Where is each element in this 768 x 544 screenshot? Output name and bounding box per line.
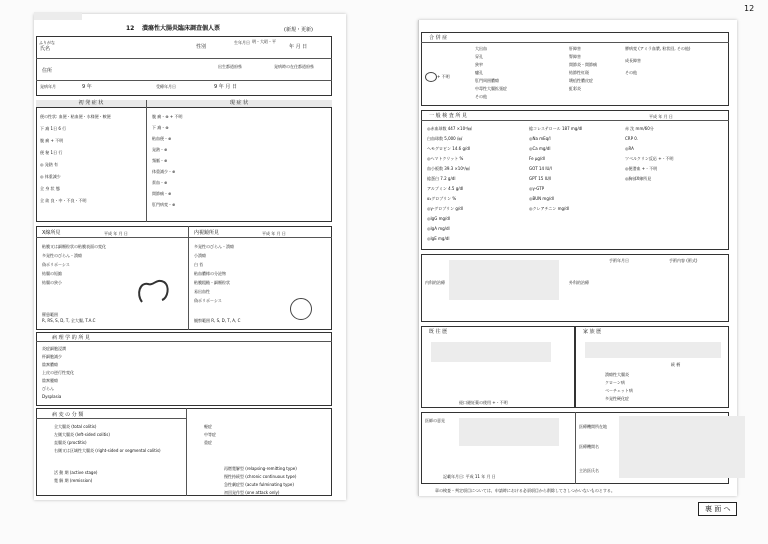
lesion-item: 左側大腸炎 (left-sided colitis) [54, 432, 110, 437]
redacted-header [34, 12, 82, 20]
history-header: 既 往 歴 [429, 329, 448, 335]
family-item: ベーチェット病 [605, 388, 633, 393]
current-symptom-item: 体重減少 - ⊕ [152, 169, 176, 174]
history-box [421, 326, 575, 408]
extra-right-item: 成長障害 [625, 58, 641, 63]
first-symptom-item: 全 欲 良・中・不良・不明 [40, 198, 87, 203]
lab-item: 総蛋白 7.2 g/dl [427, 176, 456, 181]
course-item: 急性劇症型 (acute fulminating type) [224, 482, 294, 487]
onset-label: 発病時の在住都道府県 [274, 64, 314, 69]
address-label: 住所 [42, 68, 53, 74]
lab-item: ◎ヘマトクリット % [427, 156, 464, 161]
activity-item: 寛 解 期 (remission) [54, 478, 93, 483]
new-renew-label: (新規・更新) [284, 27, 313, 33]
pathology-item: 陰窩膿瘍 [42, 362, 58, 367]
current-symptom-item: 関節痛 - ⊕ [152, 191, 172, 196]
extra-complication-item: 虹彩炎 [569, 86, 581, 91]
lab-header: 一 般 検 査 所 見 [429, 113, 467, 119]
footnote: 章の検査・判定項目については、申請時における必須項目から削除してさしつかいないものとする。 [435, 488, 615, 493]
lab-item: ヘモグロビン 14.6 g/dl [427, 146, 470, 151]
redacted-treatment [449, 260, 559, 300]
lab-item: ◎Na mEq/l [529, 136, 551, 141]
doctor-opinion-label: 医師の意見 [425, 418, 445, 423]
medical-treatment-label: 内科的治療 [425, 280, 445, 285]
op-date-label: 手術年月日 [609, 258, 629, 263]
oral-contraceptive: 経口避妊薬の使用 + - 不明 [459, 400, 508, 405]
lab-item: 赤 沈 mm/60分 [625, 126, 654, 131]
complication-mark [425, 72, 437, 82]
pathology-item: Dysplasia [42, 394, 62, 399]
lab-item: ◎便潜血 + - 不明 [625, 166, 658, 171]
family-item: 潰瘍性大腸炎 [605, 372, 629, 377]
complication-item: 瘻孔 [475, 70, 483, 75]
endo-item: 小潰瘍 [194, 253, 206, 258]
extra-complication-item: 腎障害 [569, 54, 581, 59]
xray-header: X線所見 [42, 230, 61, 236]
page-number: 12 [744, 4, 755, 13]
lab-item: ◎BUN mg/dl [529, 196, 554, 201]
relation-label: 続 柄 [671, 362, 681, 367]
lab-item: 白血球数 5,000 /㎟ [427, 136, 463, 141]
lab-item: CRP 0. [625, 136, 639, 141]
back-page-button[interactable]: 裏 面 へ [698, 502, 737, 516]
course-item: 再燃寛解型 (relapsing-remitting type) [224, 466, 297, 471]
sex-label: 性別 [196, 44, 207, 50]
current-symptom-item: 頻脈 - ⊕ [152, 158, 168, 163]
redacted-history [431, 342, 551, 362]
lesion-header: 病 変 の 分 類 [52, 412, 84, 418]
redacted-family [585, 342, 721, 358]
colon-sketch [134, 276, 174, 308]
extra-complication-item: 肝障害 [569, 46, 581, 51]
endo-item: 粘血膿様の分泌物 [194, 271, 226, 276]
first-symptom-item: ◎ 体重減少 [40, 174, 61, 179]
lab-item: ◎γ-グロブリン g/dl [427, 206, 463, 211]
furigana-label: ふりがな [39, 40, 55, 45]
first-symptom-item: 便の性状: 血便・粘血便・水様便・軟便 [40, 114, 111, 119]
lab-item: GPT 15 IU/l [529, 176, 552, 181]
complication-item: 肛門周囲膿瘍 [475, 78, 499, 83]
range-label: 罹患範囲 [42, 312, 58, 317]
lesion-item: 全大腸炎 (total colitis) [54, 424, 97, 429]
lab-item: ◎γ-GTP [529, 186, 545, 191]
family-header: 家 族 歴 [583, 329, 602, 335]
lab-item: ◎赤血球数 447 ×10⁴/㎟ [427, 126, 473, 131]
lab-item: ◎RA [625, 146, 634, 151]
pathology-box [36, 332, 332, 406]
complication-item: その他 [475, 94, 487, 99]
left-form-page [34, 14, 346, 500]
first-symptom-item: 下 痢 1日 6 行 [40, 126, 67, 131]
right-form-page [418, 20, 737, 496]
redacted-hospital [619, 416, 745, 478]
complication-item: 中毒性大腸拡張症 [475, 86, 507, 91]
extra-right-item: その他 [625, 70, 637, 75]
first-symptom-header: 初 発 症 状 [36, 100, 146, 108]
hospital-address-label: 医療機関所在地 [579, 424, 607, 429]
extra-complication-item: 結節性紅斑 [569, 70, 589, 75]
complication-item: 穿孔 [475, 54, 483, 59]
onset-label-2: 発病年月 [40, 84, 56, 89]
complication-plus-unknown: + 不明 [437, 74, 450, 79]
name-label: 氏名 [40, 46, 51, 52]
endo-range-circle [290, 298, 312, 320]
xray-item: 粘膜又は細顆粒状の粘膜表面の変化 [42, 244, 106, 249]
lab-item: 血小板数 39.3 ×10⁴/㎟ [427, 166, 470, 171]
course-item: 慢性持続型 (chronic continuous type) [224, 474, 297, 479]
pathology-item: 上皮の逆行性変化 [42, 370, 74, 375]
first-symptom-item: 腹 痛 + 不明 [40, 138, 64, 143]
pathology-header: 病 理 学 的 所 見 [52, 335, 90, 341]
lab-item: ◎IgE mg/dl [427, 236, 450, 241]
complications-header: 合 併 症 [429, 35, 448, 41]
lab-item: ◎IgG mg/dl [427, 216, 451, 221]
lab-item: Fe μg/dl [529, 156, 545, 161]
lab-item: ◎胸部X線所見 [625, 176, 652, 181]
xray-endo-box [36, 226, 332, 330]
onset-year: 9 年 [82, 84, 92, 90]
exam-date-label: 受療年月日 [156, 84, 176, 89]
current-symptom-item: 下 痢 - ⊕ [152, 125, 169, 130]
lesion-item: 直腸炎 (proctitis) [54, 440, 87, 445]
family-item: クローン病 [605, 380, 625, 385]
extra-right-item: 膵病変 (アミラ血漿, 粒状回, その他) [625, 46, 691, 51]
lesion-item: 右側又は区域性大腸炎 (right-sided or segmental colitis) [54, 448, 161, 453]
activity-item: 活 動 期 (active stage) [54, 470, 98, 475]
endo-item: 白 苔 [194, 262, 204, 267]
exam-date: 9 年 月 日 [214, 84, 237, 90]
birth-date: 年 月 日 [289, 44, 308, 50]
endo-item: 偽ポリポーシス [194, 298, 222, 303]
family-box [575, 326, 729, 408]
current-symptom-item: 発熱 - ⊕ [152, 147, 168, 152]
current-symptom-item: 粘血便 - ⊕ [152, 136, 172, 141]
lab-item: α₁グロブリン % [427, 196, 457, 201]
lab-item: ◎Ca mg/dl [529, 146, 551, 151]
range-value: R, RS, S, D, T, 全大腸, T.A.C [42, 318, 96, 323]
course-item: 初回発作型 (one attack only) [224, 490, 280, 495]
severity-item: 中等症 [204, 432, 216, 437]
doctor-name-label: 主治医氏名 [579, 468, 599, 473]
pathology-item: びらん [42, 386, 54, 391]
xray-item: 結腸の狭小 [42, 280, 62, 285]
lab-item: ツベルクリン反応 + - 不明 [625, 156, 674, 161]
endo-range-label: 観察範囲 R, S, D, T, A, C [194, 318, 241, 323]
birth-label: 生年月日 [234, 40, 250, 45]
severity-item: 重症 [204, 440, 212, 445]
pathology-item: 炎症細胞浸潤 [42, 346, 66, 351]
extra-complication-item: 関節炎・関節痛 [569, 62, 597, 67]
xray-item: 多発性のびらん・潰瘍 [42, 253, 82, 258]
record-date: 記載年月日: 平成 11 年 月 日 [443, 474, 496, 479]
lab-item: アルブミン 4.5 g/dl [427, 186, 464, 191]
xray-item: 偽ポリポーシス [42, 262, 70, 267]
lab-date: 平成 年 月 日 [649, 114, 673, 119]
current-symptom-item: 貧血 - ⊕ [152, 180, 168, 185]
endo-item: 易出血性 [194, 289, 210, 294]
form-number: 12 [126, 25, 135, 32]
endo-item: 粘膜粗糙・細顆粒状 [194, 280, 230, 285]
xray-item: 結腸の短縮 [42, 271, 62, 276]
endo-item: 多発性のびらん・潰瘍 [194, 244, 234, 249]
xray-date: 平成 年 月 日 [104, 231, 128, 236]
era-label: 明・大昭・平 [252, 39, 276, 44]
endoscopy-header: 内視鏡所見 [194, 230, 220, 236]
extra-complication-item: 壊疽性膿皮症 [569, 78, 593, 83]
lab-box [421, 110, 729, 250]
birthplace-label: 出生都道府県 [218, 64, 242, 69]
current-symptom-header: 現 症 状 [146, 100, 332, 108]
complication-item: 大出血 [475, 46, 487, 51]
op-content-label: 手術内容 (術式) [669, 258, 698, 263]
current-symptom-item: 肛門病変 - ⊕ [152, 202, 176, 207]
lab-item: ◎IgA mg/dl [427, 226, 450, 231]
lab-item: 総コレステロール 187 mg/dl [529, 126, 583, 131]
current-symptom-item: 腹 痛 - ⊕ + 不明 [152, 114, 183, 119]
lab-item: ◎クレアチニン mg/dl [529, 206, 570, 211]
family-item: 多発性硬化症 [605, 396, 629, 401]
endoscopy-date: 平成 年 月 日 [262, 231, 286, 236]
hospital-name-label: 医療機関名 [579, 444, 599, 449]
lab-item: GOT 14 IU/l [529, 166, 552, 171]
complications-box [421, 32, 729, 106]
redacted-opinion [459, 418, 559, 446]
surgical-treatment-label: 外科的治療 [569, 280, 589, 285]
form-title: 潰瘍性大腸炎臨床調査個人票 [142, 25, 221, 32]
complication-item: 狭窄 [475, 62, 483, 67]
first-symptom-item: 便 秘 1日 行 [40, 150, 63, 155]
pathology-item: 陰窩腫瘍 [42, 378, 58, 383]
pathology-item: 杯細胞減少 [42, 354, 62, 359]
severity-item: 軽症 [204, 424, 212, 429]
first-symptom-item: ◎ 発熱 有 [40, 162, 59, 167]
first-symptom-item: 全 身 状 態 [40, 186, 60, 191]
